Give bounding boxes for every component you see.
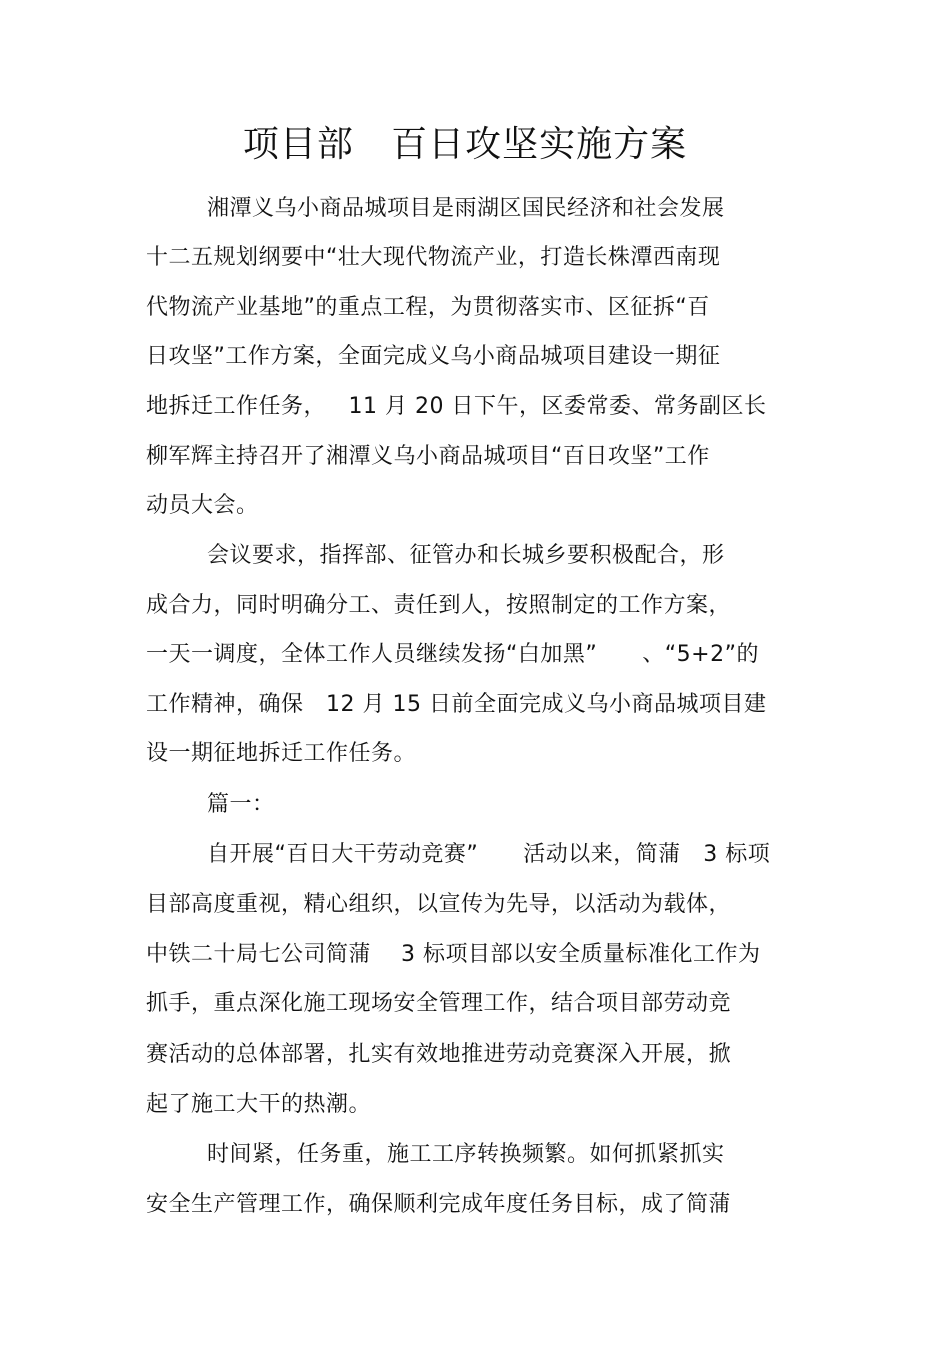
section-heading: 篇一： — [207, 792, 275, 817]
paragraph-line: 安全生产管理工作，确保顺利完成年度任务目标，成了简蒲 — [146, 1192, 732, 1217]
paragraph-line: 时间紧，任务重，施工工序转换频繁。如何抓紧抓实 — [207, 1142, 725, 1167]
paragraph-line: 起了施工大干的热潮。 — [146, 1092, 372, 1117]
paragraph-line: 赛活动的总体部署，扎实有效地推进劳动竞赛深入开展，掀 — [146, 1042, 732, 1067]
paragraph-line: 代物流产业基地”的重点工程，为贯彻落实市、区征拆“百 — [146, 295, 710, 320]
paragraph-line: 设一期征地拆迁工作任务。 — [146, 741, 417, 766]
paragraph-line: 地拆迁工作任务， 11 月 20 日下午，区委常委、常务副区长 — [146, 394, 767, 419]
paragraph-line: 湘潭义乌小商品城项目是雨湖区国民经济和社会发展 — [207, 196, 725, 221]
document-title: 项目部 百日攻坚实施方案 — [242, 124, 688, 165]
paragraph-line: 一天一调度，全体工作人员继续发扬“白加黑” 、“5+2”的 — [146, 642, 759, 667]
paragraph-line: 中铁二十局七公司简蒲 3 标项目部以安全质量标准化工作为 — [146, 942, 761, 967]
paragraph-line: 动员大会。 — [146, 493, 259, 518]
paragraph-line: 自开展“百日大干劳动竞赛” 活动以来，简蒲 3 标项 — [207, 842, 771, 867]
paragraph-line: 柳军辉主持召开了湘潭义乌小商品城项目“百日攻坚”工作 — [146, 444, 710, 469]
paragraph-line: 十二五规划纲要中“壮大现代物流产业，打造长株潭西南现 — [146, 245, 721, 270]
paragraph-line: 会议要求，指挥部、征管办和长城乡要积极配合，形 — [207, 543, 725, 568]
paragraph-line: 工作精神，确保 12 月 15 日前全面完成义乌小商品城项目建 — [146, 692, 767, 717]
paragraph-line: 成合力，同时明确分工、责任到人，按照制定的工作方案， — [146, 593, 732, 618]
paragraph-line: 目部高度重视，精心组织，以宣传为先导，以活动为载体， — [146, 892, 732, 917]
paragraph-line: 抓手，重点深化施工现场安全管理工作，结合项目部劳动竞 — [146, 991, 732, 1016]
paragraph-line: 日攻坚”工作方案，全面完成义乌小商品城项目建设一期征 — [146, 344, 721, 369]
